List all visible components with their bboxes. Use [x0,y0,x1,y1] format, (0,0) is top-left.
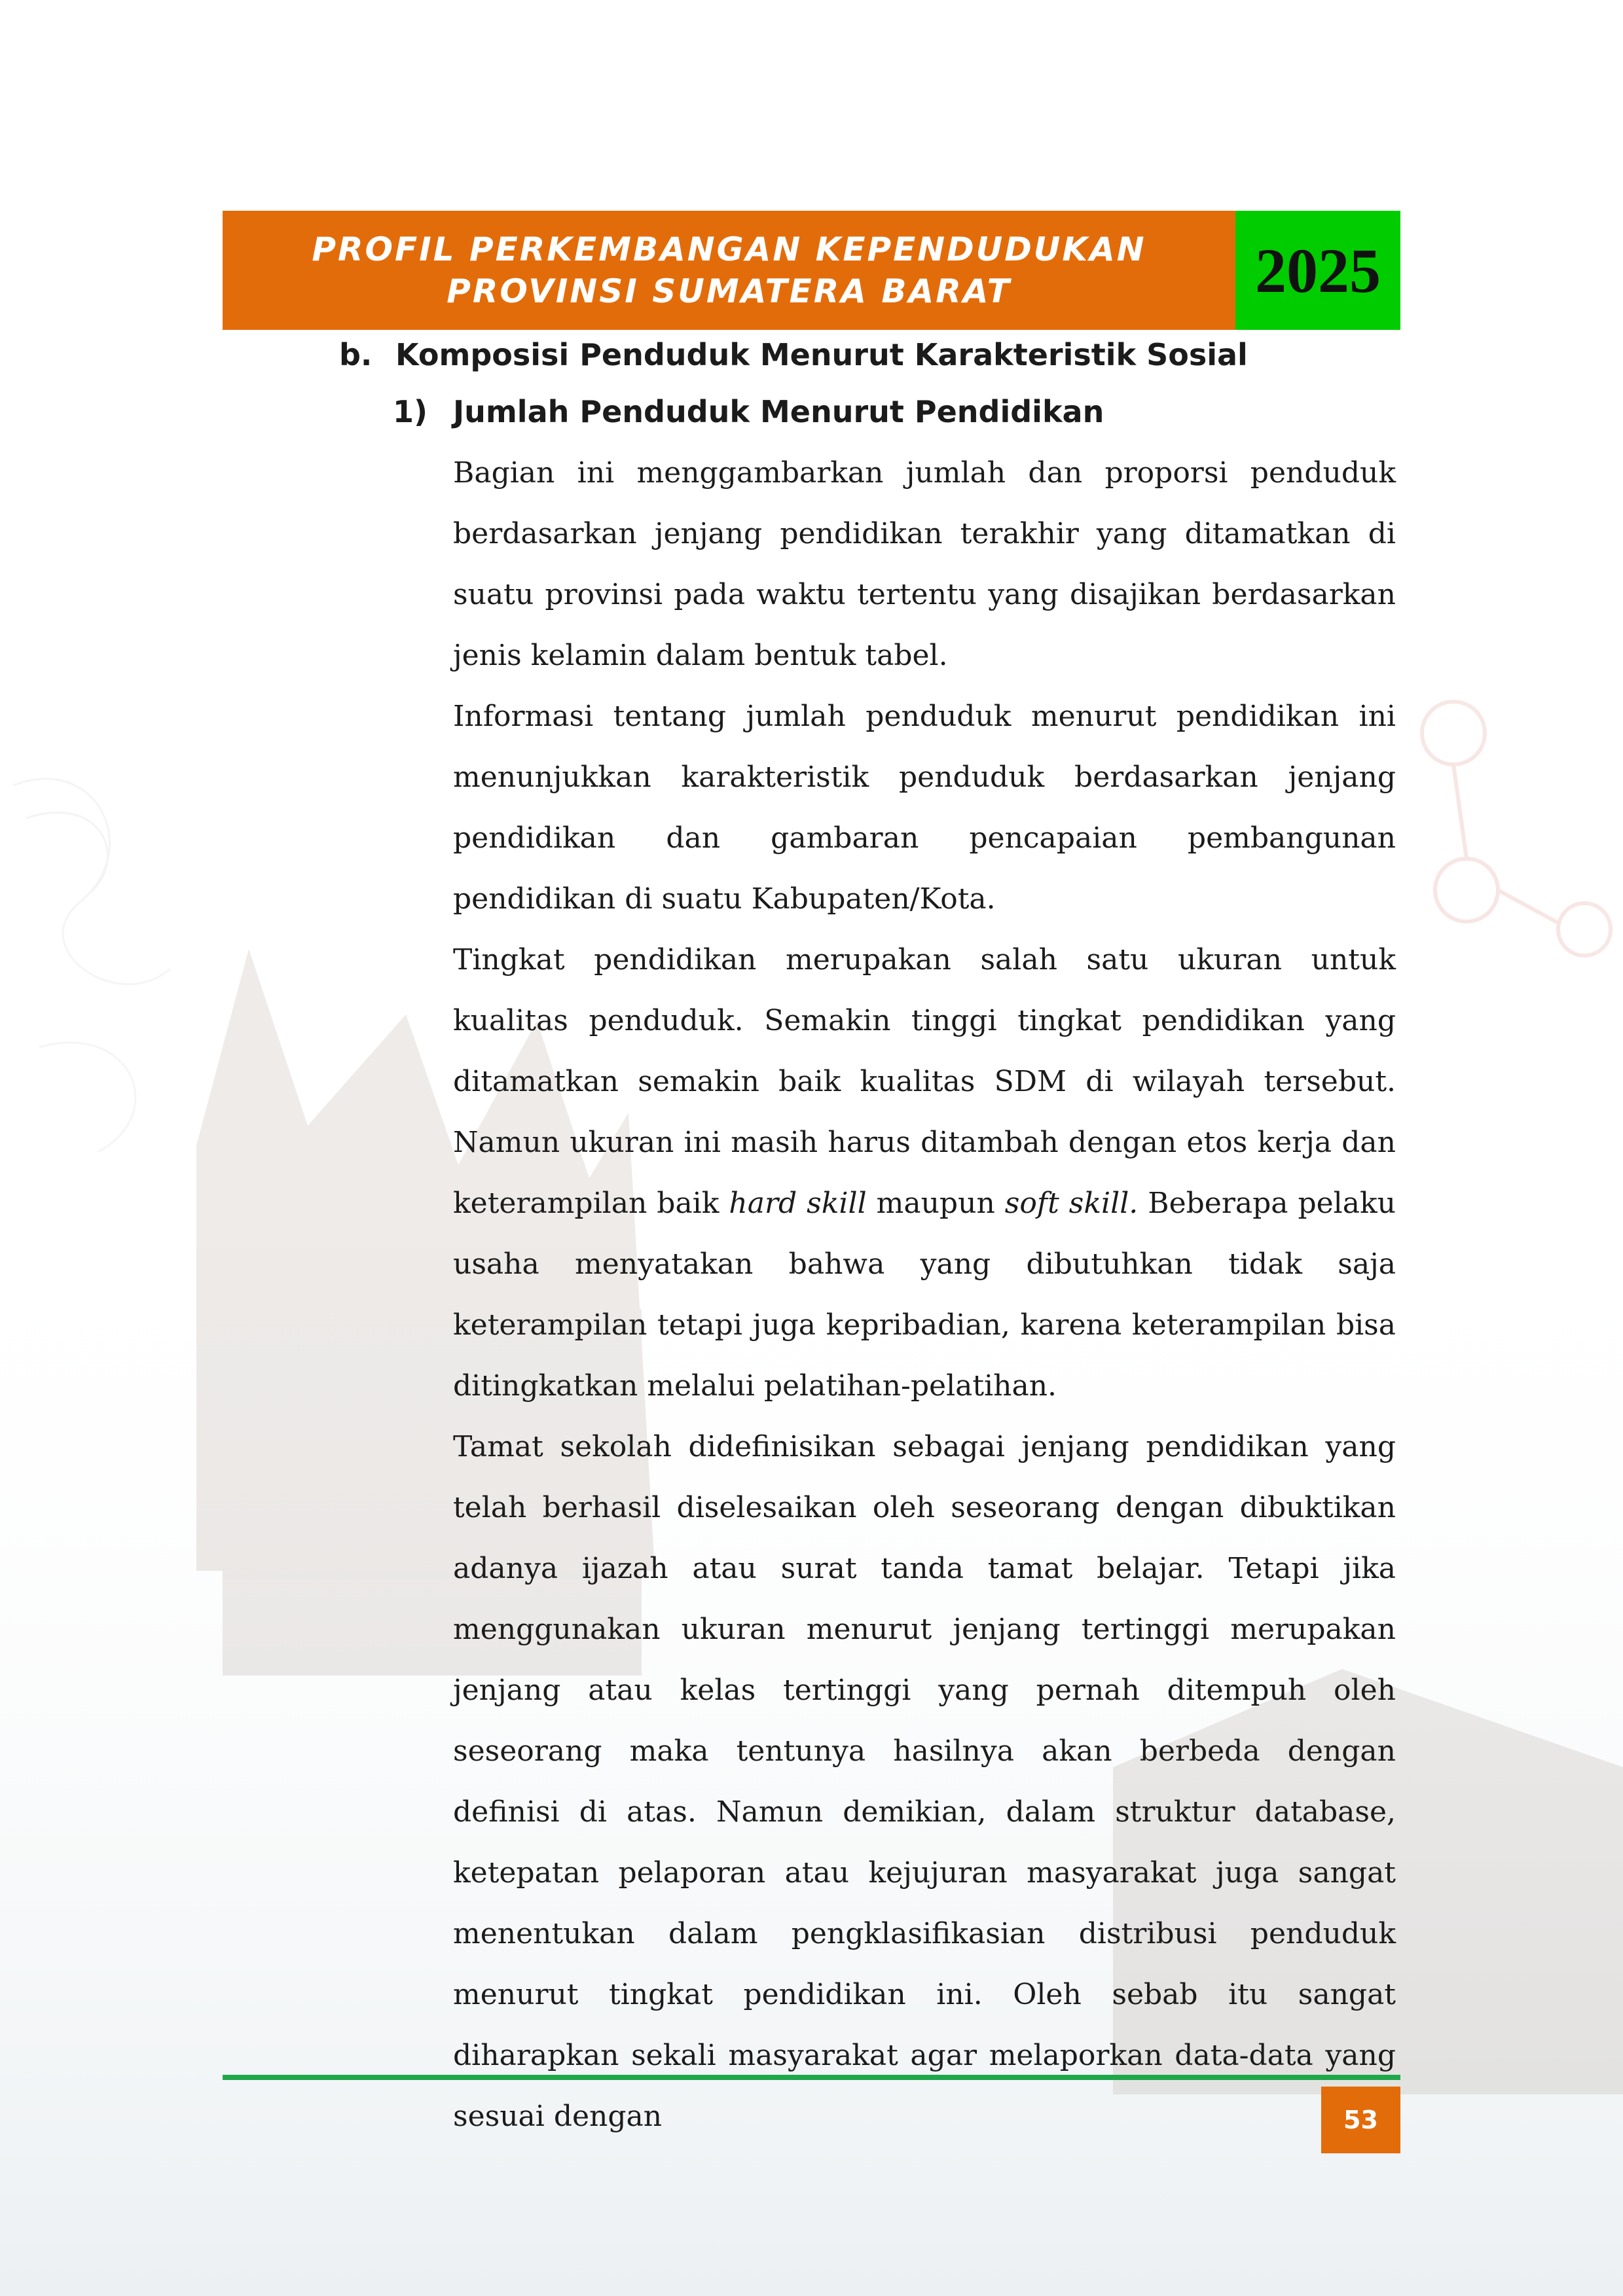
subsection-title: Jumlah Penduduk Menurut Pendidikan [453,394,1104,429]
paragraph-4: Tamat sekolah didefinisikan sebagai jenjang pendidikan yang telah berhasil diselesaikan oleh seseorang dengan dibuktikan adanya ijazah atau surat tanda tamat belajar. Tetapi jika menggunakan ukuran menurut jenjang tertinggi merupakan jenjang atau kelas tertinggi yang pernah ditempuh oleh seseorang maka tentunya hasilnya akan berbeda dengan definisi di atas. Namun demikian, dalam struktur database, ketepatan pelaporan atau kejujuran masyarakat juga sangat menentukan dalam pengklasifikasian distribusi penduduk menurut tingkat pendidikan ini. Oleh sebab itu sangat diharapkan sekali masyarakat agar melaporkan data-data yang sesuai dengan [453,1430,1396,2133]
subsection-marker: 1) [393,394,428,429]
header-title-line2: PROVINSI SUMATERA BARAT [447,272,1012,310]
paragraph-3 [453,929,1396,1416]
section-title: Komposisi Penduduk Menurut Karakteristik Sosial [395,337,1248,372]
section-marker: b. [339,337,373,372]
header-title-line1: PROFIL PERKEMBANGAN KEPENDUDUKAN [312,230,1146,268]
year-badge [1235,211,1400,330]
paragraph-3-text-b: maupun [876,1187,995,1220]
page-number: 53 [1343,2106,1378,2134]
header-title-bar [223,211,1235,330]
year-text: 2025 [1255,235,1381,306]
subsection-heading [393,391,1104,433]
paragraph-3-emphasis-hard-skill: hard skill [729,1187,867,1220]
section-heading [339,334,1248,376]
paragraph-3-emphasis-soft-skill: soft skill. [1004,1187,1139,1220]
paragraph-3-text-a: Tingkat pendidikan merupakan salah satu ukuran untuk kualitas penduduk. Semakin tinggi tingkat pendidikan yang ditamatkan semakin baik kualitas SDM di wilayah tersebut. Namun ukuran ini masih harus ditambah dengan etos kerja dan keterampilan baik [453,943,1396,1220]
paragraph-3-text-c: Beberapa pelaku usaha menyatakan bahwa yang dibutuhkan tidak saja keterampilan tetapi juga kepribadian, karena keterampilan bisa ditingkatkan melalui pelatihan-pelatihan. [453,1187,1396,1403]
paragraph-1: Bagian ini menggambarkan jumlah dan proporsi penduduk berdasarkan jenjang pendidikan terakhir yang ditamatkan di suatu provinsi pada waktu tertentu yang disajikan berdasarkan jenis kelamin dalam bentuk tabel. [453,456,1396,672]
paragraph-2: Informasi tentang jumlah penduduk menurut pendidikan ini menunjukkan karakteristik penduduk berdasarkan jenjang pendidikan dan gambaran pencapaian pembangunan pendidikan di suatu Kabupaten/Kota. [453,700,1396,916]
